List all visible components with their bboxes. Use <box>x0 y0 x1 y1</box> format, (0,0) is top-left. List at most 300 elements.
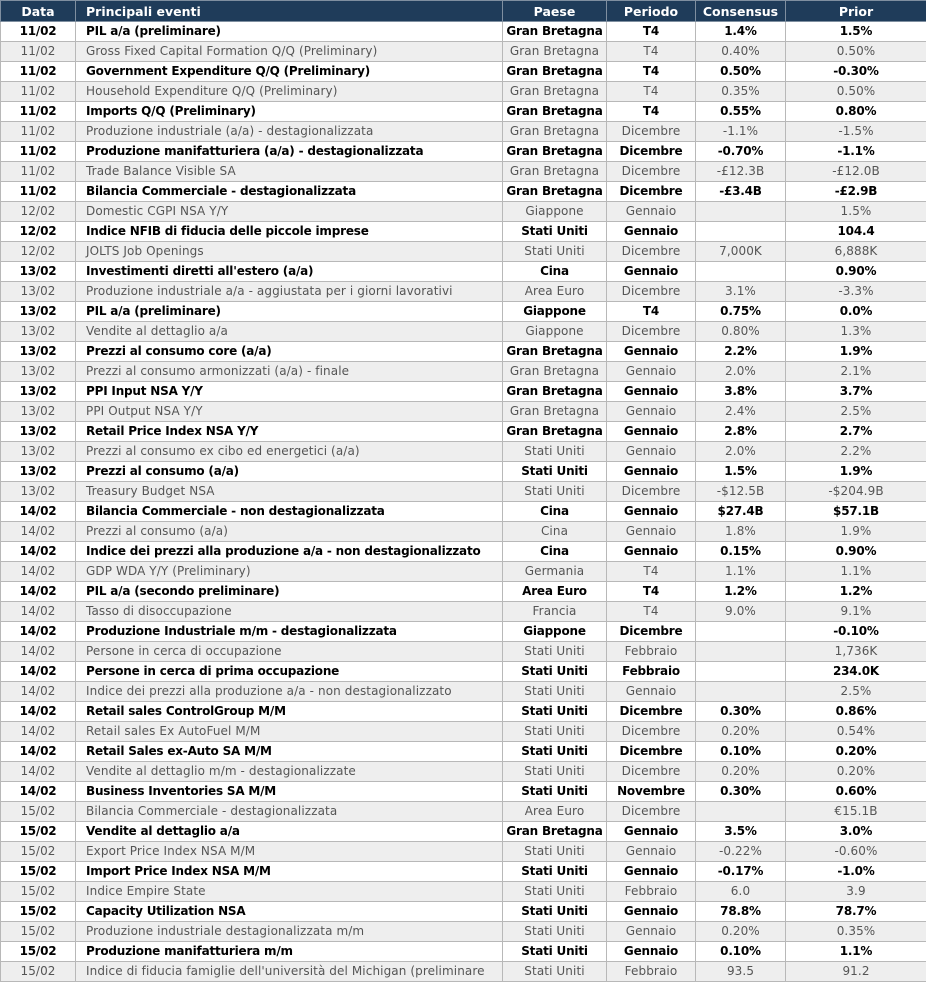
cell-prior: -0.30% <box>786 62 926 82</box>
cell-period: T4 <box>607 62 696 82</box>
cell-country: Stati Uniti <box>503 722 607 742</box>
cell-consensus <box>696 642 786 662</box>
cell-event: Bilancia Commerciale - destagionalizzata <box>76 802 503 822</box>
cell-consensus <box>696 262 786 282</box>
cell-date: 15/02 <box>1 922 76 942</box>
cell-country: Gran Bretagna <box>503 62 607 82</box>
cell-prior: 3.0% <box>786 822 926 842</box>
cell-date: 13/02 <box>1 382 76 402</box>
cell-prior: 2.5% <box>786 682 926 702</box>
cell-consensus: 0.75% <box>696 302 786 322</box>
cell-prior: 1.9% <box>786 342 926 362</box>
cell-date: 14/02 <box>1 602 76 622</box>
table-row <box>1 122 926 142</box>
cell-period: Gennaio <box>607 862 696 882</box>
table-row <box>1 342 926 362</box>
table-row <box>1 882 926 902</box>
cell-event: Produzione manifatturiera m/m <box>76 942 503 962</box>
cell-date: 13/02 <box>1 362 76 382</box>
cell-date: 14/02 <box>1 502 76 522</box>
cell-consensus: 6.0 <box>696 882 786 902</box>
cell-country: Cina <box>503 542 607 562</box>
cell-country: Stati Uniti <box>503 762 607 782</box>
cell-event: Persone in cerca di occupazione <box>76 642 503 662</box>
cell-prior: 0.90% <box>786 262 926 282</box>
cell-event: Indice NFIB di fiducia delle piccole imprese <box>76 222 503 242</box>
cell-prior: 0.50% <box>786 42 926 62</box>
cell-date: 11/02 <box>1 102 76 122</box>
cell-consensus: 0.30% <box>696 782 786 802</box>
cell-country: Stati Uniti <box>503 862 607 882</box>
cell-consensus: 0.20% <box>696 722 786 742</box>
cell-consensus <box>696 222 786 242</box>
cell-event: Investimenti diretti all'estero (a/a) <box>76 262 503 282</box>
cell-country: Stati Uniti <box>503 462 607 482</box>
cell-consensus <box>696 662 786 682</box>
cell-period: Gennaio <box>607 262 696 282</box>
cell-period: Gennaio <box>607 362 696 382</box>
cell-country: Gran Bretagna <box>503 382 607 402</box>
cell-period: Gennaio <box>607 682 696 702</box>
table-row <box>1 742 926 762</box>
cell-period: Gennaio <box>607 502 696 522</box>
cell-period: Dicembre <box>607 742 696 762</box>
cell-event: Capacity Utilization NSA <box>76 902 503 922</box>
cell-event: Trade Balance Visible SA <box>76 162 503 182</box>
cell-event: Prezzi al consumo ex cibo ed energetici (a/a) <box>76 442 503 462</box>
cell-event: Retail Sales ex-Auto SA M/M <box>76 742 503 762</box>
cell-period: Dicembre <box>607 242 696 262</box>
header-prior: Prior <box>786 1 926 22</box>
table-row <box>1 962 926 982</box>
cell-prior: 3.7% <box>786 382 926 402</box>
cell-event: Vendite al dettaglio m/m - destagionalizzate <box>76 762 503 782</box>
cell-period: T4 <box>607 562 696 582</box>
table-row <box>1 282 926 302</box>
cell-country: Area Euro <box>503 582 607 602</box>
cell-consensus: -1.1% <box>696 122 786 142</box>
header-date: Data <box>1 1 76 22</box>
cell-consensus: 2.0% <box>696 362 786 382</box>
cell-period: Dicembre <box>607 702 696 722</box>
cell-consensus: -£12.3B <box>696 162 786 182</box>
cell-date: 14/02 <box>1 662 76 682</box>
cell-event: Indice di fiducia famiglie dell'università del Michigan (preliminare <box>76 962 503 982</box>
cell-consensus: 93.5 <box>696 962 786 982</box>
cell-country: Gran Bretagna <box>503 162 607 182</box>
cell-prior: 2.5% <box>786 402 926 422</box>
cell-date: 14/02 <box>1 702 76 722</box>
cell-consensus: 1.4% <box>696 22 786 42</box>
cell-date: 12/02 <box>1 242 76 262</box>
table-row <box>1 662 926 682</box>
cell-period: Febbraio <box>607 882 696 902</box>
cell-event: Prezzi al consumo core (a/a) <box>76 342 503 362</box>
cell-prior: 0.0% <box>786 302 926 322</box>
cell-country: Stati Uniti <box>503 222 607 242</box>
cell-event: Produzione Industriale m/m - destagionalizzata <box>76 622 503 642</box>
cell-event: Retail sales Ex AutoFuel M/M <box>76 722 503 742</box>
cell-period: Gennaio <box>607 942 696 962</box>
table-row <box>1 82 926 102</box>
cell-event: Imports Q/Q (Preliminary) <box>76 102 503 122</box>
table-row <box>1 222 926 242</box>
cell-period: Gennaio <box>607 902 696 922</box>
cell-date: 12/02 <box>1 222 76 242</box>
cell-date: 15/02 <box>1 962 76 982</box>
table-row <box>1 542 926 562</box>
cell-date: 11/02 <box>1 42 76 62</box>
cell-event: Bilancia Commerciale - destagionalizzata <box>76 182 503 202</box>
cell-consensus: 0.20% <box>696 762 786 782</box>
cell-prior: 0.80% <box>786 102 926 122</box>
cell-country: Stati Uniti <box>503 922 607 942</box>
cell-consensus: -0.22% <box>696 842 786 862</box>
cell-consensus: 0.20% <box>696 922 786 942</box>
cell-consensus: 0.80% <box>696 322 786 342</box>
cell-prior: 2.1% <box>786 362 926 382</box>
cell-event: Government Expenditure Q/Q (Preliminary) <box>76 62 503 82</box>
table-row <box>1 482 926 502</box>
cell-consensus: 0.40% <box>696 42 786 62</box>
cell-event: PPI Output NSA Y/Y <box>76 402 503 422</box>
cell-country: Gran Bretagna <box>503 182 607 202</box>
table-row <box>1 302 926 322</box>
cell-date: 14/02 <box>1 622 76 642</box>
cell-date: 14/02 <box>1 682 76 702</box>
cell-consensus: $27.4B <box>696 502 786 522</box>
cell-country: Stati Uniti <box>503 642 607 662</box>
cell-date: 14/02 <box>1 562 76 582</box>
cell-date: 11/02 <box>1 22 76 42</box>
cell-prior: -3.3% <box>786 282 926 302</box>
table-row <box>1 842 926 862</box>
cell-prior: 2.2% <box>786 442 926 462</box>
header-consensus: Consensus <box>696 1 786 22</box>
cell-period: Dicembre <box>607 722 696 742</box>
cell-date: 15/02 <box>1 902 76 922</box>
cell-country: Germania <box>503 562 607 582</box>
cell-consensus: 1.2% <box>696 582 786 602</box>
cell-period: Gennaio <box>607 442 696 462</box>
cell-event: PPI Input NSA Y/Y <box>76 382 503 402</box>
cell-prior: 0.50% <box>786 82 926 102</box>
cell-period: Febbraio <box>607 962 696 982</box>
cell-prior: -0.10% <box>786 622 926 642</box>
cell-consensus: 78.8% <box>696 902 786 922</box>
cell-consensus: -0.17% <box>696 862 786 882</box>
cell-country: Stati Uniti <box>503 442 607 462</box>
table-row <box>1 162 926 182</box>
table-row <box>1 182 926 202</box>
cell-prior: 1.5% <box>786 202 926 222</box>
cell-date: 15/02 <box>1 822 76 842</box>
table-body <box>1 22 926 982</box>
cell-event: PIL a/a (preliminare) <box>76 302 503 322</box>
cell-event: Produzione industriale destagionalizzata m/m <box>76 922 503 942</box>
cell-prior: 91.2 <box>786 962 926 982</box>
cell-date: 13/02 <box>1 402 76 422</box>
cell-country: Stati Uniti <box>503 682 607 702</box>
table-row <box>1 582 926 602</box>
cell-date: 11/02 <box>1 82 76 102</box>
table-row <box>1 502 926 522</box>
cell-event: Gross Fixed Capital Formation Q/Q (Preliminary) <box>76 42 503 62</box>
table-row <box>1 62 926 82</box>
cell-event: PIL a/a (secondo preliminare) <box>76 582 503 602</box>
cell-consensus: 2.0% <box>696 442 786 462</box>
cell-date: 14/02 <box>1 522 76 542</box>
cell-prior: 104.4 <box>786 222 926 242</box>
cell-prior: -0.60% <box>786 842 926 862</box>
cell-period: Gennaio <box>607 462 696 482</box>
cell-consensus: 0.15% <box>696 542 786 562</box>
cell-prior: 1.2% <box>786 582 926 602</box>
table-row <box>1 802 926 822</box>
cell-date: 13/02 <box>1 322 76 342</box>
table-row <box>1 622 926 642</box>
header-country: Paese <box>503 1 607 22</box>
cell-consensus: 3.8% <box>696 382 786 402</box>
cell-country: Gran Bretagna <box>503 822 607 842</box>
cell-date: 14/02 <box>1 762 76 782</box>
cell-event: Persone in cerca di prima occupazione <box>76 662 503 682</box>
cell-consensus: 0.35% <box>696 82 786 102</box>
cell-event: GDP WDA Y/Y (Preliminary) <box>76 562 503 582</box>
table-row <box>1 682 926 702</box>
cell-prior: $57.1B <box>786 502 926 522</box>
cell-prior: 0.86% <box>786 702 926 722</box>
cell-event: Indice Empire State <box>76 882 503 902</box>
table-row <box>1 922 926 942</box>
header-period: Periodo <box>607 1 696 22</box>
cell-country: Stati Uniti <box>503 482 607 502</box>
table-row <box>1 262 926 282</box>
cell-date: 13/02 <box>1 302 76 322</box>
cell-date: 14/02 <box>1 582 76 602</box>
cell-country: Giappone <box>503 322 607 342</box>
cell-consensus: 3.5% <box>696 822 786 842</box>
cell-date: 15/02 <box>1 942 76 962</box>
cell-date: 13/02 <box>1 462 76 482</box>
table-row <box>1 782 926 802</box>
cell-prior: 2.7% <box>786 422 926 442</box>
cell-consensus <box>696 622 786 642</box>
cell-prior: 1,736K <box>786 642 926 662</box>
cell-date: 13/02 <box>1 342 76 362</box>
cell-consensus: -$12.5B <box>696 482 786 502</box>
cell-prior: 1.1% <box>786 942 926 962</box>
cell-event: Retail Price Index NSA Y/Y <box>76 422 503 442</box>
cell-date: 15/02 <box>1 802 76 822</box>
cell-date: 15/02 <box>1 862 76 882</box>
table-row <box>1 902 926 922</box>
cell-country: Gran Bretagna <box>503 102 607 122</box>
cell-consensus: 2.2% <box>696 342 786 362</box>
cell-country: Stati Uniti <box>503 842 607 862</box>
cell-period: Dicembre <box>607 122 696 142</box>
cell-consensus: 0.10% <box>696 742 786 762</box>
cell-event: Domestic CGPI NSA Y/Y <box>76 202 503 222</box>
cell-country: Stati Uniti <box>503 742 607 762</box>
cell-prior: 234.0K <box>786 662 926 682</box>
cell-prior: 0.20% <box>786 762 926 782</box>
cell-consensus: 1.1% <box>696 562 786 582</box>
cell-event: Bilancia Commerciale - non destagionalizzata <box>76 502 503 522</box>
table-row <box>1 822 926 842</box>
cell-period: Dicembre <box>607 622 696 642</box>
table-row <box>1 322 926 342</box>
cell-prior: -1.1% <box>786 142 926 162</box>
cell-consensus <box>696 802 786 822</box>
cell-country: Giappone <box>503 202 607 222</box>
cell-prior: -£12.0B <box>786 162 926 182</box>
cell-country: Stati Uniti <box>503 882 607 902</box>
cell-event: Produzione manifatturiera (a/a) - destagionalizzata <box>76 142 503 162</box>
cell-period: Gennaio <box>607 522 696 542</box>
cell-period: Gennaio <box>607 922 696 942</box>
cell-prior: 0.20% <box>786 742 926 762</box>
table-row <box>1 522 926 542</box>
cell-event: Vendite al dettaglio a/a <box>76 822 503 842</box>
cell-country: Gran Bretagna <box>503 82 607 102</box>
cell-period: Febbraio <box>607 642 696 662</box>
cell-event: Business Inventories SA M/M <box>76 782 503 802</box>
cell-date: 11/02 <box>1 182 76 202</box>
cell-prior: -1.5% <box>786 122 926 142</box>
cell-consensus: 9.0% <box>696 602 786 622</box>
table-row <box>1 42 926 62</box>
table-row <box>1 642 926 662</box>
cell-period: Dicembre <box>607 482 696 502</box>
cell-date: 14/02 <box>1 642 76 662</box>
cell-event: Prezzi al consumo (a/a) <box>76 522 503 542</box>
cell-date: 14/02 <box>1 542 76 562</box>
cell-period: Gennaio <box>607 842 696 862</box>
cell-date: 14/02 <box>1 722 76 742</box>
cell-period: Dicembre <box>607 182 696 202</box>
cell-consensus <box>696 682 786 702</box>
cell-country: Stati Uniti <box>503 242 607 262</box>
cell-country: Gran Bretagna <box>503 22 607 42</box>
table-row <box>1 382 926 402</box>
table-row <box>1 102 926 122</box>
cell-date: 11/02 <box>1 142 76 162</box>
cell-period: Dicembre <box>607 282 696 302</box>
cell-prior: 0.90% <box>786 542 926 562</box>
table-row <box>1 602 926 622</box>
cell-date: 11/02 <box>1 162 76 182</box>
cell-country: Stati Uniti <box>503 662 607 682</box>
cell-event: JOLTS Job Openings <box>76 242 503 262</box>
cell-consensus: 1.8% <box>696 522 786 542</box>
cell-date: 13/02 <box>1 482 76 502</box>
table-row <box>1 202 926 222</box>
table-row <box>1 862 926 882</box>
cell-event: PIL a/a (preliminare) <box>76 22 503 42</box>
cell-prior: 0.60% <box>786 782 926 802</box>
cell-period: Novembre <box>607 782 696 802</box>
cell-date: 14/02 <box>1 742 76 762</box>
table-row <box>1 402 926 422</box>
table-row <box>1 362 926 382</box>
cell-event: Tasso di disoccupazione <box>76 602 503 622</box>
cell-country: Stati Uniti <box>503 902 607 922</box>
table-row <box>1 462 926 482</box>
cell-period: Febbraio <box>607 662 696 682</box>
cell-country: Gran Bretagna <box>503 342 607 362</box>
cell-country: Stati Uniti <box>503 782 607 802</box>
cell-period: Gennaio <box>607 382 696 402</box>
cell-country: Giappone <box>503 622 607 642</box>
cell-consensus: 0.10% <box>696 942 786 962</box>
cell-country: Gran Bretagna <box>503 42 607 62</box>
cell-consensus: 2.8% <box>696 422 786 442</box>
cell-country: Gran Bretagna <box>503 422 607 442</box>
cell-country: Gran Bretagna <box>503 142 607 162</box>
cell-date: 12/02 <box>1 202 76 222</box>
cell-period: Gennaio <box>607 542 696 562</box>
cell-country: Cina <box>503 522 607 542</box>
cell-period: T4 <box>607 582 696 602</box>
cell-country: Cina <box>503 262 607 282</box>
cell-date: 13/02 <box>1 262 76 282</box>
cell-country: Gran Bretagna <box>503 122 607 142</box>
cell-consensus: 0.30% <box>696 702 786 722</box>
cell-country: Stati Uniti <box>503 942 607 962</box>
cell-country: Area Euro <box>503 282 607 302</box>
cell-period: Dicembre <box>607 142 696 162</box>
cell-period: Gennaio <box>607 422 696 442</box>
cell-date: 15/02 <box>1 882 76 902</box>
table-row <box>1 242 926 262</box>
cell-event: Indice dei prezzi alla produzione a/a - non destagionalizzato <box>76 682 503 702</box>
cell-event: Export Price Index NSA M/M <box>76 842 503 862</box>
cell-event: Produzione industriale a/a - aggiustata per i giorni lavorativi <box>76 282 503 302</box>
table-row <box>1 422 926 442</box>
cell-date: 14/02 <box>1 782 76 802</box>
cell-consensus: 3.1% <box>696 282 786 302</box>
cell-country: Area Euro <box>503 802 607 822</box>
cell-prior: 0.54% <box>786 722 926 742</box>
cell-event: Treasury Budget NSA <box>76 482 503 502</box>
cell-prior: 1.3% <box>786 322 926 342</box>
cell-country: Stati Uniti <box>503 962 607 982</box>
cell-country: Francia <box>503 602 607 622</box>
cell-prior: €15.1B <box>786 802 926 822</box>
cell-date: 11/02 <box>1 122 76 142</box>
table-row <box>1 142 926 162</box>
cell-period: T4 <box>607 602 696 622</box>
cell-period: T4 <box>607 82 696 102</box>
cell-period: T4 <box>607 102 696 122</box>
cell-period: Gennaio <box>607 222 696 242</box>
cell-date: 15/02 <box>1 842 76 862</box>
cell-consensus: -£3.4B <box>696 182 786 202</box>
cell-consensus: 2.4% <box>696 402 786 422</box>
cell-prior: 3.9 <box>786 882 926 902</box>
cell-period: Dicembre <box>607 762 696 782</box>
cell-date: 11/02 <box>1 62 76 82</box>
cell-event: Prezzi al consumo armonizzati (a/a) - finale <box>76 362 503 382</box>
cell-date: 13/02 <box>1 282 76 302</box>
cell-prior: 1.1% <box>786 562 926 582</box>
table-row <box>1 702 926 722</box>
cell-period: Gennaio <box>607 342 696 362</box>
cell-country: Gran Bretagna <box>503 402 607 422</box>
cell-consensus: 1.5% <box>696 462 786 482</box>
cell-prior: -1.0% <box>786 862 926 882</box>
